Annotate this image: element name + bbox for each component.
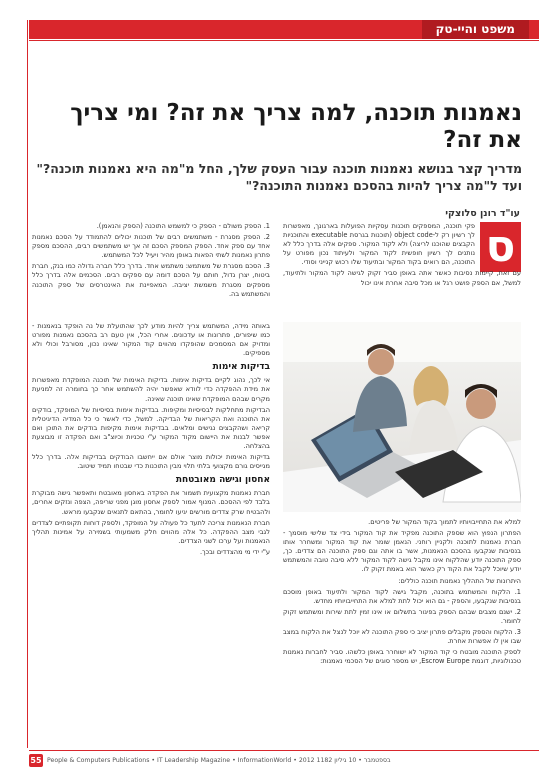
section-heading-verification: בדיקות אימות bbox=[212, 362, 270, 373]
list-item: 2. ישנם מצבים שבהם הספק בפיגור בתשלום או אינו זמין לתת שירות ומשתמש זקוק לחומר. bbox=[283, 607, 521, 625]
page-number: 55 bbox=[30, 756, 42, 765]
paragraph: הבדיקות מתחלקות לבסיסיות ומקיפות. בבדיקות אימות בסיסיות של המופקד, בודקים את התוכנה ואת הקריאות של הבדיקה. למשל, כדי לאשר כי כל המדיה הדיגיטלית קריאה ושהקבצים נגישים ומלאים. בבדיקות אימות מקיפות בודקים את התוכן ואם אפשר לבנות את היישום מקוד המקור ע"י טכניות וכיוצ"ב ואם הפקדה זו מבוצעת בהצלחה. bbox=[32, 405, 270, 451]
paragraph: הפתרון הנפוץ הוא שספק התוכנה מפקיד את קוד המקור בידי צד שלישי מוסמך - חברת נאמנות לתוכנה ולקניין רוחני. הנאמן שומר את קוד המקור ומשחרר אותו בנסיבות שנקבעו בהסכם הנאמנות, אשר בו אתה וגם ספק התוכנה הם צדדים. כך, ספק התוכנה יודע שהלקוח אינו מקבל גישה לקוד המקור ללא סיבה טובה והמשתמש יודע שיוכל לקבל את הקוד רק כאשר הוא באמת זקוק לו. bbox=[283, 529, 521, 574]
left-column-intro bbox=[32, 222, 270, 322]
left-column-body bbox=[32, 322, 270, 742]
article-headline: נאמנות תוכנה, למה צריך את זה? ומי צריך את זה? bbox=[70, 100, 522, 153]
paragraph: היתרונות של התהליך נאמנות תוכנה כוללים: bbox=[398, 576, 521, 585]
footer-rule bbox=[29, 750, 539, 751]
paragraph: עם זאת, קיימות נסיבות כאשר אתה באופן סביר זקוק לגישה לקוד המקור ולתיעוד, למשל, אם הספק פושט רגל או מכל סיבה אחרת אינו יכול bbox=[283, 269, 521, 287]
footer-publication-line: People & Computers Publications • IT Leadership Magazine • InformationWorld • 2012 בספטמבר • 10 גיליון 1182 bbox=[47, 757, 391, 764]
paragraph: פקי תוכנה, המספקים תוכנות עסקיות הפועלות בארגונך, מאפשרות לך רשיון רק ל-object code (תוכנות בגרסת executable והתוכניות הקבצים שהוכנו לריצה) ולא לקוד המקור. ספקים אלה בדרך כלל לא נותנים לך רשיון חופשית לקוד המקור ולעיתוד נכון מפורט על התוכנה, הם רואים בקוד המקור ובתיעוד שלו רכוש קנייני וסודי. bbox=[282, 222, 475, 267]
right-column-intro bbox=[283, 222, 521, 322]
section-label: משפט והיי-טק bbox=[422, 20, 529, 39]
header-rule bbox=[29, 40, 539, 41]
right-column-body bbox=[283, 518, 521, 748]
section-header-bar bbox=[29, 20, 539, 39]
list-item: 1. הספק משולם - הספק כי למשמש התוכנה (הספק והנאמן). bbox=[96, 222, 270, 230]
paragraph: לספק התוכנה מובטח כי קוד המקור לא ישוחרר באופן כלשהו. סביר לחברות נאמנות טכנולוגיות, דוגמת Escrow Europe, יש מספר סוגים של הסכמי נאמנות: bbox=[283, 648, 521, 666]
list-item: 3. הלקוח והספק מקבלים פתרון יציב כי ספק התוכנה לא יוכל לנצל את הלקוח במצב שבו אין לו אפשרות אחרת. bbox=[283, 628, 521, 646]
article-subheadline: מדריך קצר בנושא נאמנות תוכנה עבור העסק שלך, החל מ"מה היא נאמנות תוכנה?" ועד ל"מה צריך להיות בהסכם נאמנות התוכנה?" bbox=[36, 161, 522, 193]
list-item: 2. הספק מסגרת - משתמשים רבים של תוכנות יכולים להתמודד על הסכם נאמנות אחד עם ספק אחד. הספק המספק הסכם זה אך יש משתמשים רבים, ההסכם מספק פתרון נאמנות לשתי הפאות באופן מהיר ויעיל לכל המשתמש. bbox=[32, 233, 270, 260]
office-meeting-illustration bbox=[283, 322, 521, 512]
paragraph: חברת הנאמנות צריכה לתעד כל פעולה על המופקד, ולספק דוחות תקופתיים לצדדים לגבי מצב ההפקדה. כל אלה מהווים חלק משמעותי בשמירה על אמינות תהליך הנאמנות ועל ערכו לשני הצדדים. bbox=[32, 518, 270, 545]
dropcap-letter: ס bbox=[480, 222, 521, 272]
paragraph: באותה מידה, המשתמש צריך להיות מודע לכך שהתועלת של נה הופקד בנאמנות - כמו שיפורים, פתרונות או עדכונים. אחרי הכל, אין טעם רב בהסכם נאמנות מפורט ומדויק אם המסמכים שהופקדו מהווים קוד המקור שאינו נכון, מסורבל וכולי ולא מספיקים. bbox=[32, 322, 270, 358]
paragraph: אי לכך, נהוג לקיים בדיקות אימות. בדיקות האימות של תוכנה המופקדת מאפשרות את מידת ההפקדה כדי לוודא שאפשר יהיה להשתמש אחר כך בחומרה זה למניעת מקרים שבהם המופקדת שאינו תוכנה שאינה. bbox=[32, 376, 270, 403]
list-item: 3. הסכם מסגרת של משתמש: משתמש אחד. בדרך כלל חברה גדולה כמו בנק, חברת ביטוח, יצרן גדול, חותם על הסכם דומה עם ספקים רבים. הסכמים אלה בדרך כלל מספקים מסגרת משמשת יציבה. המאפיינת את האינטרסים של ספק התוכנה והמשתמש בה. bbox=[32, 262, 270, 298]
article-photo bbox=[283, 322, 521, 512]
paragraph: ע"י ידי מי מהצדדים ובכך. bbox=[199, 547, 270, 556]
list-item: 1. הלקוח והמשתמש בתוכנה, מקבל גישה לקוד המקור ולתיעוד באופן מוסכם בנסיבות שנקבעו, והספק - גם הוא יכול לתת למלא את התחייבויותיו מחדש. bbox=[283, 587, 521, 605]
paragraph: חברת נאמנות מקצועית תשמור את הפקדה באחסון מאובטח ותאפשר גישה מבוקרת בלבד לפי ההסכם. המנוף אמור לספק אחסון מוגן מפני שריפה, הצפה ונזקים אחרים, ולהבטיח שרק צדדים מורשים יגיעו לחומר, בהתאם לתנאים שנקבעו מראש. bbox=[32, 489, 270, 516]
article-byline: עו"ד רונן סלוצקי bbox=[445, 208, 520, 219]
margin-rule bbox=[27, 20, 28, 748]
paragraph: בדיקות האימות יכולות מוצר אולם אם ייחשבו הבודקים בבדיקות אלה. בדרך כלל מגייסים גורם מקצועי בלתי תלוי מבין התוכנות כדי שבטחו תמיד שיטוב. bbox=[32, 453, 270, 471]
section-heading-storage: אחסון וגישה מאובטחת bbox=[175, 475, 270, 486]
paragraph: למלא את התחייבויותיו לתמוך בקוד המקור של פריטים. bbox=[368, 518, 521, 526]
